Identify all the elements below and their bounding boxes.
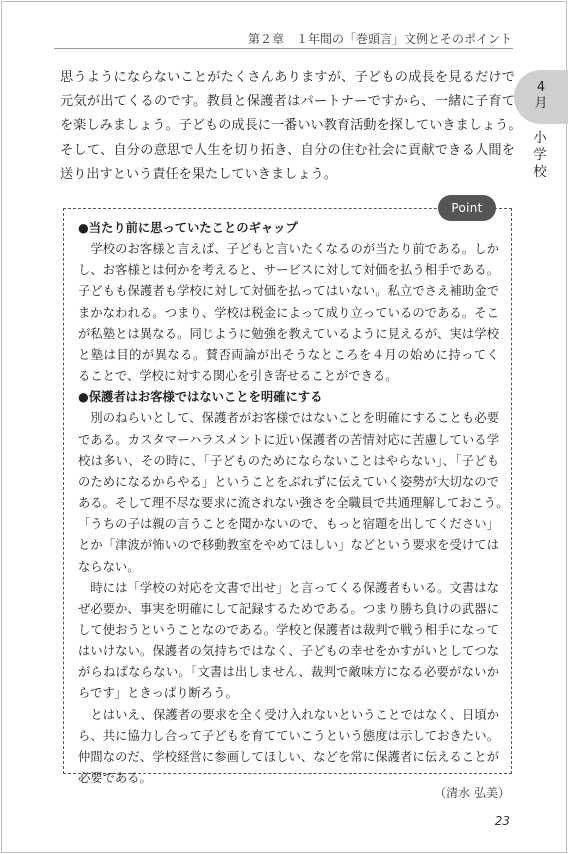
school-char: 学 — [533, 147, 547, 163]
point-line: のためになるからやる」ということをぶれずに伝えていく姿勢が大切なので — [78, 474, 499, 489]
point-line: である。カスタマーハラスメントに近い保護者の苦情対応に苦慮している学 — [78, 432, 499, 447]
point-line: とか「津波が怖いので移動教室をやめてほしい」などという要求を受けては — [78, 538, 499, 553]
point-line: らです」ときっぱり断ろう。 — [78, 686, 238, 701]
point-line: 別のねらいとして、保護者がお客様ではないことを明確にすることも必要 — [78, 411, 499, 426]
school-char: 校 — [533, 164, 547, 180]
point-line: が私塾とは異なる。同じように勉強を教えているように見えるが、実は学校 — [78, 326, 499, 341]
point-line: ら、共に協力し合って子どもを育てていこうという態度は示しておきたい。 — [78, 728, 499, 743]
point-line: ある。そして理不尽な要求に流されない強さを全職員で共通理解しておこう。 — [78, 496, 509, 511]
point-line: はいけない。保護者の気持ちではなく、子どもの幸せをかすがいとしてつな — [78, 644, 499, 659]
section-heading: ●保護者はお客様ではないことを明確にする — [78, 390, 323, 405]
point-line: 「うちの子は親の言うことを聞かないので、もっと宿題を出してください」 — [78, 517, 499, 532]
point-line: 仲間なのだ、学校経営に参画してほしい、などを常に保護者に伝えることが — [78, 749, 499, 764]
point-line: ることで、学校に対する関心を引き寄せることができる。 — [78, 369, 398, 384]
point-line: と塾は目的が異なる。賛否両論が出そうなところを４月の始めに持ってく — [78, 347, 499, 362]
point-line: 校は多い、その時に、「子どものためにならないことはやらない」、「子ども — [78, 453, 499, 468]
point-line: 必要である。 — [78, 771, 152, 786]
point-line: し、お客様とは何かを考えると、サービスに対して対価を払う相手である。 — [78, 263, 499, 278]
point-line: 学校のお客様と言えば、子どもと言いたくなるのが当たり前である。しか — [78, 242, 499, 257]
point-line: ぜ必要か、事実を明確にして記録するためである。つまり勝ち負けの武器に — [78, 601, 499, 616]
point-line: ならない。 — [78, 559, 140, 574]
header-rule — [54, 48, 513, 49]
point-line: 子どもも保護者も学校に対して対価を払ってはいない。私立でさえ補助金で — [78, 284, 499, 299]
intro-text — [60, 66, 522, 187]
intro-line: 思うようにならないことがたくさんありますが、子どもの成長を見るだけで — [60, 70, 515, 85]
month-unit: 月 — [534, 96, 548, 111]
intro-line: を楽しみましょう。子どもの成長に一番いい教育活動を探していきましょう。 — [60, 118, 522, 134]
section-heading: ●当たり前に思っていたことのギャップ — [78, 221, 298, 235]
school-char: 小 — [533, 130, 547, 146]
point-badge: Point — [438, 195, 496, 221]
author-credit: （清水 弘美） — [434, 786, 510, 800]
month-tab — [514, 70, 568, 124]
running-header: 第２章 １年間の「巻頭言」文例とそのポイント — [247, 32, 512, 46]
point-content — [78, 218, 509, 789]
intro-line: 元気が出てくるのです。教員と保護者はパートナーですから、一緒に子育て — [60, 94, 515, 110]
point-line: 時には「学校の対応を文書で出せ」と言ってくる保護者もいる。文書はな — [78, 580, 499, 595]
point-line: とはいえ、保護者の要求を全く受け入れないということではなく、日頃か — [78, 707, 499, 722]
point-line: まかなわれる。つまり、学校は税金によって成り立っているのである。そこ — [78, 305, 499, 320]
intro-line: そして、自分の意思で人生を切り拓き、自分の住む社会に貢献できる人間を — [60, 142, 515, 158]
point-line: がらねばならない。「文書は出しません、裁判で敵味方になる必要がないか — [78, 665, 499, 680]
month-number: 4 — [536, 80, 546, 95]
point-line: して使おうということなのである。学校と保護者は裁判で戦う相手になって — [78, 622, 499, 637]
intro-line: 送り出すという責任を果たしていきましょう。 — [60, 166, 337, 182]
page-number: 23 — [494, 814, 510, 828]
school-level-label — [530, 130, 550, 181]
